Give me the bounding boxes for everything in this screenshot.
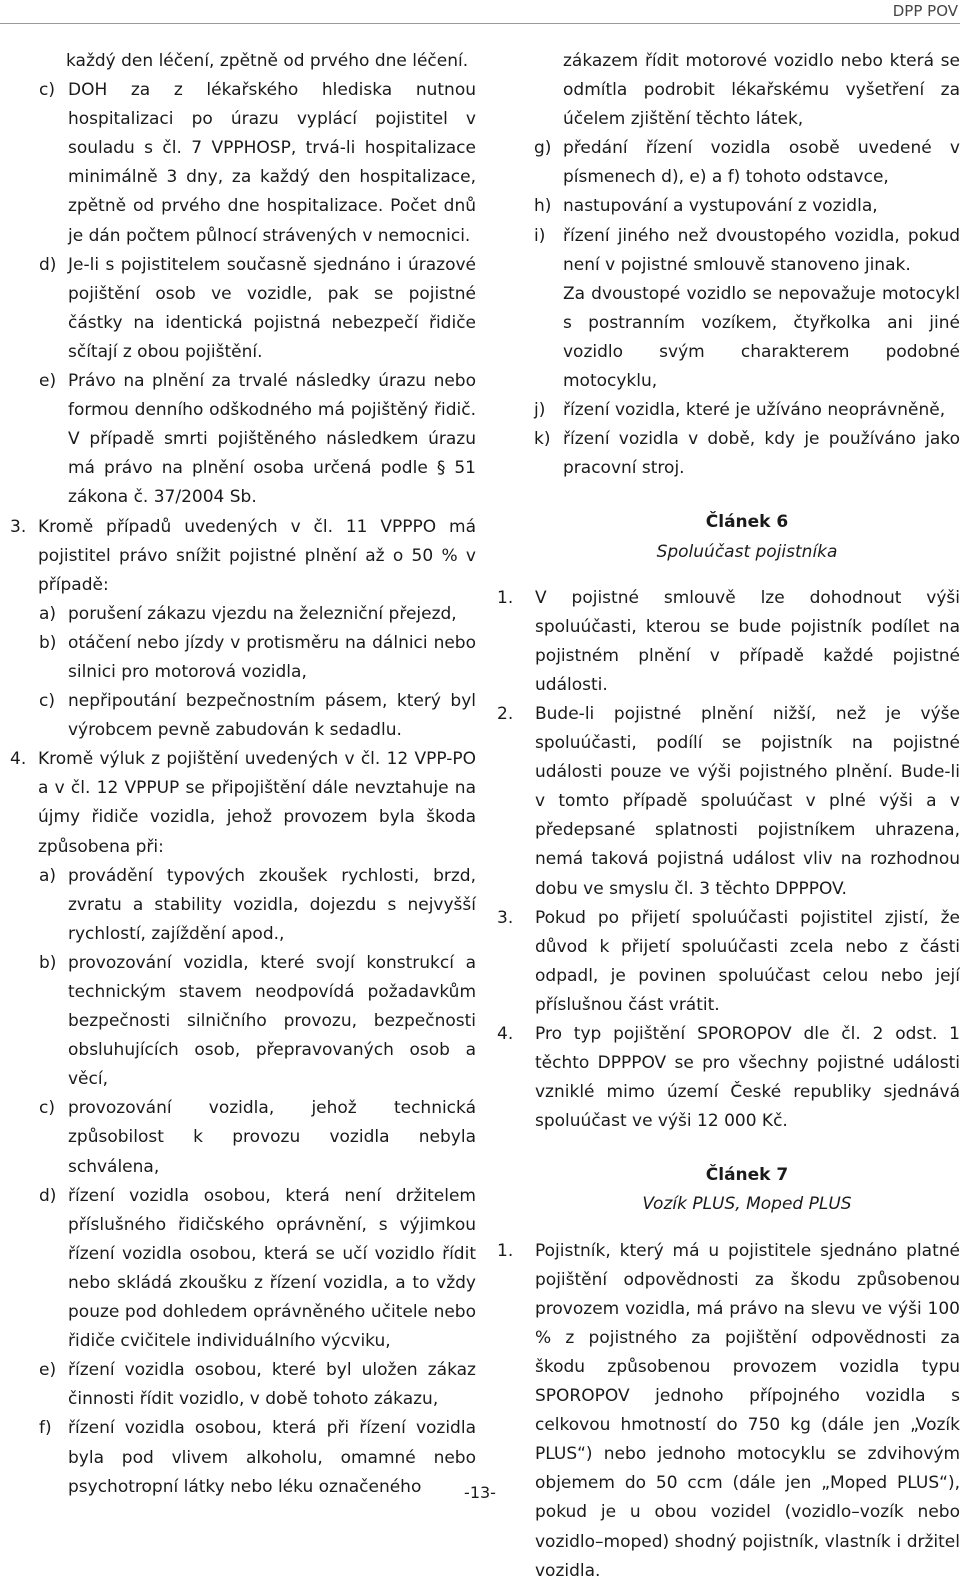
point-label: 4. (497, 1024, 514, 1044)
list-item-label: b) (39, 952, 57, 973)
point-3 (10, 513, 476, 600)
page-number: -13- (464, 1483, 496, 1502)
list-item-c (10, 76, 476, 251)
list-item-label: j) (534, 400, 546, 421)
header-rule (0, 23, 960, 24)
point-label: 3. (497, 907, 514, 928)
list-item-label: h) (534, 196, 552, 217)
list-item-text: řízení vozidla osobou, která není držitelem příslušného řidičského oprávnění, s výjimkou řízení vozidla osobou, která se učí vozidlo řídit nebo skládá zkoušku z řízení vozidla, a to vždy pouze pod dohledem oprávněného učitele nebo řidiče cvičitele individuálního výcviku, (68, 1185, 476, 1352)
point3-item-c (10, 687, 476, 745)
list-item-label: b) (39, 632, 57, 653)
list-item-text: provozování vozidla, které svojí konstrukcí a technickým stavem neodpovídá požadavkům bezpečnosti silničního provozu, bezpečnosti obsluhujících osob, přepravovaných osob a věcí, (68, 952, 476, 1090)
article6-point-3 (497, 904, 960, 1020)
right-lead-paragraph: zákazem řídit motorové vozidlo nebo která se odmítla podrobit lékařskému vyšetření za účelem zjištění těchto látek, (563, 51, 960, 130)
point-label: 3. (10, 516, 27, 537)
list-item-text: Je-li s pojistitelem současně sjednáno i úrazové pojištění osob ve vozidle, pak se pojistné částky na identická pojistná nebezpečí řidiče sčítají z obou pojištění. (68, 254, 476, 362)
list-item-label: d) (39, 1185, 57, 1206)
list-item-g (497, 134, 960, 192)
list-item-text: DOH za z lékařského hlediska nutnou hospitalizaci po úrazu vyplácí pojistitel v souladu s čl. 7 VPPHOSP, trvá-li hospitalizace minimálně 3 dny, za každý den hospitalizace, zpětně od prvého dne hospitalizace. Počet dnů je dán počtem půlnocí strávených v nemocnici. (68, 80, 476, 246)
left-lead-paragraph: každý den léčení, zpětně od prvého dne léčení. (66, 51, 469, 71)
right-column (497, 47, 960, 1586)
list-item-label: c) (39, 691, 55, 712)
point-label: 2. (497, 703, 514, 724)
list-item-label: g) (534, 138, 552, 159)
article-6-title: Článek 6 (705, 512, 789, 533)
point-text: Pokud po přijetí spoluúčasti pojistitel zjistí, že důvod k přijetí spoluúčasti zcela nebo z části odpadl, je povinen spoluúčast celou nebo její příslušnou část vrátit. (535, 907, 960, 1015)
point-text: Pro typ pojištění SPOROPOV dle čl. 2 odst. 1 těchto DPPPOV se pro všechny pojistné události vzniklé mimo území České republiky sjednává spoluúčast ve výši 12 000 Kč. (535, 1024, 960, 1132)
list-item-e (10, 367, 476, 512)
article-6-subtitle: Spoluúčast pojistníka (656, 541, 838, 562)
list-item-text: řízení vozidla osobou, které byl uložen zákaz činnosti řídit vozidlo, v době tohoto zákazu, (68, 1360, 476, 1410)
point-text: Pojistník, který má u pojistitele sjednáno platné pojištění odpovědnosti za škodu způsobenou provozem vozidla, má právo na slevu ve výši 100 % z pojistného za pojištění odpovědnosti za škodu způsobenou provozem vozidla typu SPOROPOV jednoho přípojného vozidla s celkovou hmotností do 750 kg (dále jen „Vozík PLUS“) nebo jednoho motocyklu se zdvihovým objemem do 50 ccm (dále jen „Moped PLUS“), pokud je u obou vozidel (vozidlo–vozík nebo vozidlo–moped) shodný pojistník, vlastník i držitel vozidla. (535, 1240, 960, 1581)
point4-item-e (10, 1356, 476, 1414)
article6-point-1 (497, 584, 960, 700)
point-label: 1. (497, 587, 514, 608)
list-item-label: a) (39, 865, 57, 886)
point4-item-d (10, 1182, 476, 1357)
list-item-label: a) (39, 603, 57, 624)
list-item-text: otáčení nebo jízdy v protisměru na dálnici nebo silnici pro motorová vozidla, (68, 632, 476, 682)
list-item-label: d) (39, 254, 57, 275)
article-7-subtitle: Vozík PLUS, Moped PLUS (642, 1194, 852, 1215)
article6-point-2 (497, 700, 960, 904)
point3-item-a (10, 600, 476, 629)
list-item-label: k) (534, 429, 551, 450)
left-column (10, 47, 476, 1502)
point4-item-c (10, 1094, 476, 1181)
document-header: DPP POV (892, 2, 958, 20)
point-text: Bude-li pojistné plnění nižší, než je výše spoluúčasti, podílí se pojistník na pojistné události pouze ve výši pojistného plnění. Bude-li v tomto případě spoluúčast v plné výši a v předepsané splatnosti pojistníkem uhrazena, nemá taková pojistná událost vliv na rozhodnou dobu ve smyslu čl. 3 těchto DPPPOV. (535, 703, 960, 899)
list-item-label: c) (39, 1098, 55, 1119)
list-item-text: řízení vozidla, které je užíváno neoprávněně, (563, 400, 946, 421)
point4-item-a (10, 862, 476, 949)
list-item-label: e) (39, 1360, 57, 1381)
list-item-text: provozování vozidla, jehož technická způsobilost k provozu vozidla nebyla schválena, (68, 1098, 476, 1177)
list-item-j (497, 396, 960, 425)
list-item-text: řízení vozidla v době, kdy je používáno jako pracovní stroj. (563, 429, 960, 479)
note-paragraph: Za dvoustopé vozidlo se nepovažuje motocykl s postranním vozíkem, čtyřkolka ani jiné vozidlo svým charakterem podobné motocyklu, (563, 283, 960, 392)
article7-point-1 (497, 1237, 960, 1586)
list-item-label: f) (39, 1418, 52, 1439)
list-item-text: řízení jiného než dvoustopého vozidla, pokud není v pojistné smlouvě stanoveno jinak. (563, 225, 960, 275)
list-item-i (497, 222, 960, 280)
list-item-text: porušení zákazu vjezdu na železniční přejezd, (68, 603, 457, 624)
list-item-text: nepřipoutání bezpečnostním pásem, který byl výrobcem pevně zabudován k sedadlu. (68, 691, 476, 741)
point4-item-b (10, 949, 476, 1094)
list-item-text: řízení vozidla osobou, která při řízení vozidla byla pod vlivem alkoholu, omamné nebo psychotropní látky nebo léku označeného (68, 1418, 476, 1497)
list-item-label: e) (39, 371, 57, 392)
list-item-text: provádění typových zkoušek rychlosti, brzd, zvratu a stability vozidla, dojezdu s nejvyšší rychlostí, zajíždění apod., (68, 865, 476, 944)
list-item-text: nastupování a vystupování z vozidla, (563, 196, 878, 217)
point-label: 1. (497, 1240, 514, 1261)
point-text: Kromě případů uvedených v čl. 11 VPPPO má pojistitel právo snížit pojistné plnění až o 50 % v případě: (38, 516, 476, 595)
list-item-text: Právo na plnění za trvalé následky úrazu nebo formou denního odškodného má pojištěný řidič. V případě smrti pojištěného následkem úrazu má právo na plnění osoba určená podle § 51 zákona č. 37/2004 Sb. (68, 371, 476, 508)
list-item-text: předání řízení vozidla osobě uvedené v písmenech d), e) a f) tohoto odstavce, (563, 138, 960, 188)
list-item-label: i) (534, 225, 546, 246)
point3-item-b (10, 629, 476, 687)
list-item-k (497, 425, 960, 483)
article6-point-4 (497, 1020, 960, 1136)
article-7-title: Článek 7 (705, 1165, 789, 1186)
point-4 (10, 745, 476, 861)
list-item-d (10, 251, 476, 367)
point-text: V pojistné smlouvě lze dohodnout výši spoluúčasti, kterou se bude pojistník podílet na pojistném plnění v případě každé pojistné události. (535, 587, 960, 695)
point-text: Kromě výluk z pojištění uvedených v čl. 12 VPP-PO a v čl. 12 VPPUP se připojištění dále nevztahuje na újmy řidiče vozidla, jehož provozem byla škoda způsobena při: (38, 749, 476, 857)
point-label: 4. (10, 749, 27, 770)
list-item-label: c) (39, 80, 55, 101)
list-item-h (497, 192, 960, 221)
